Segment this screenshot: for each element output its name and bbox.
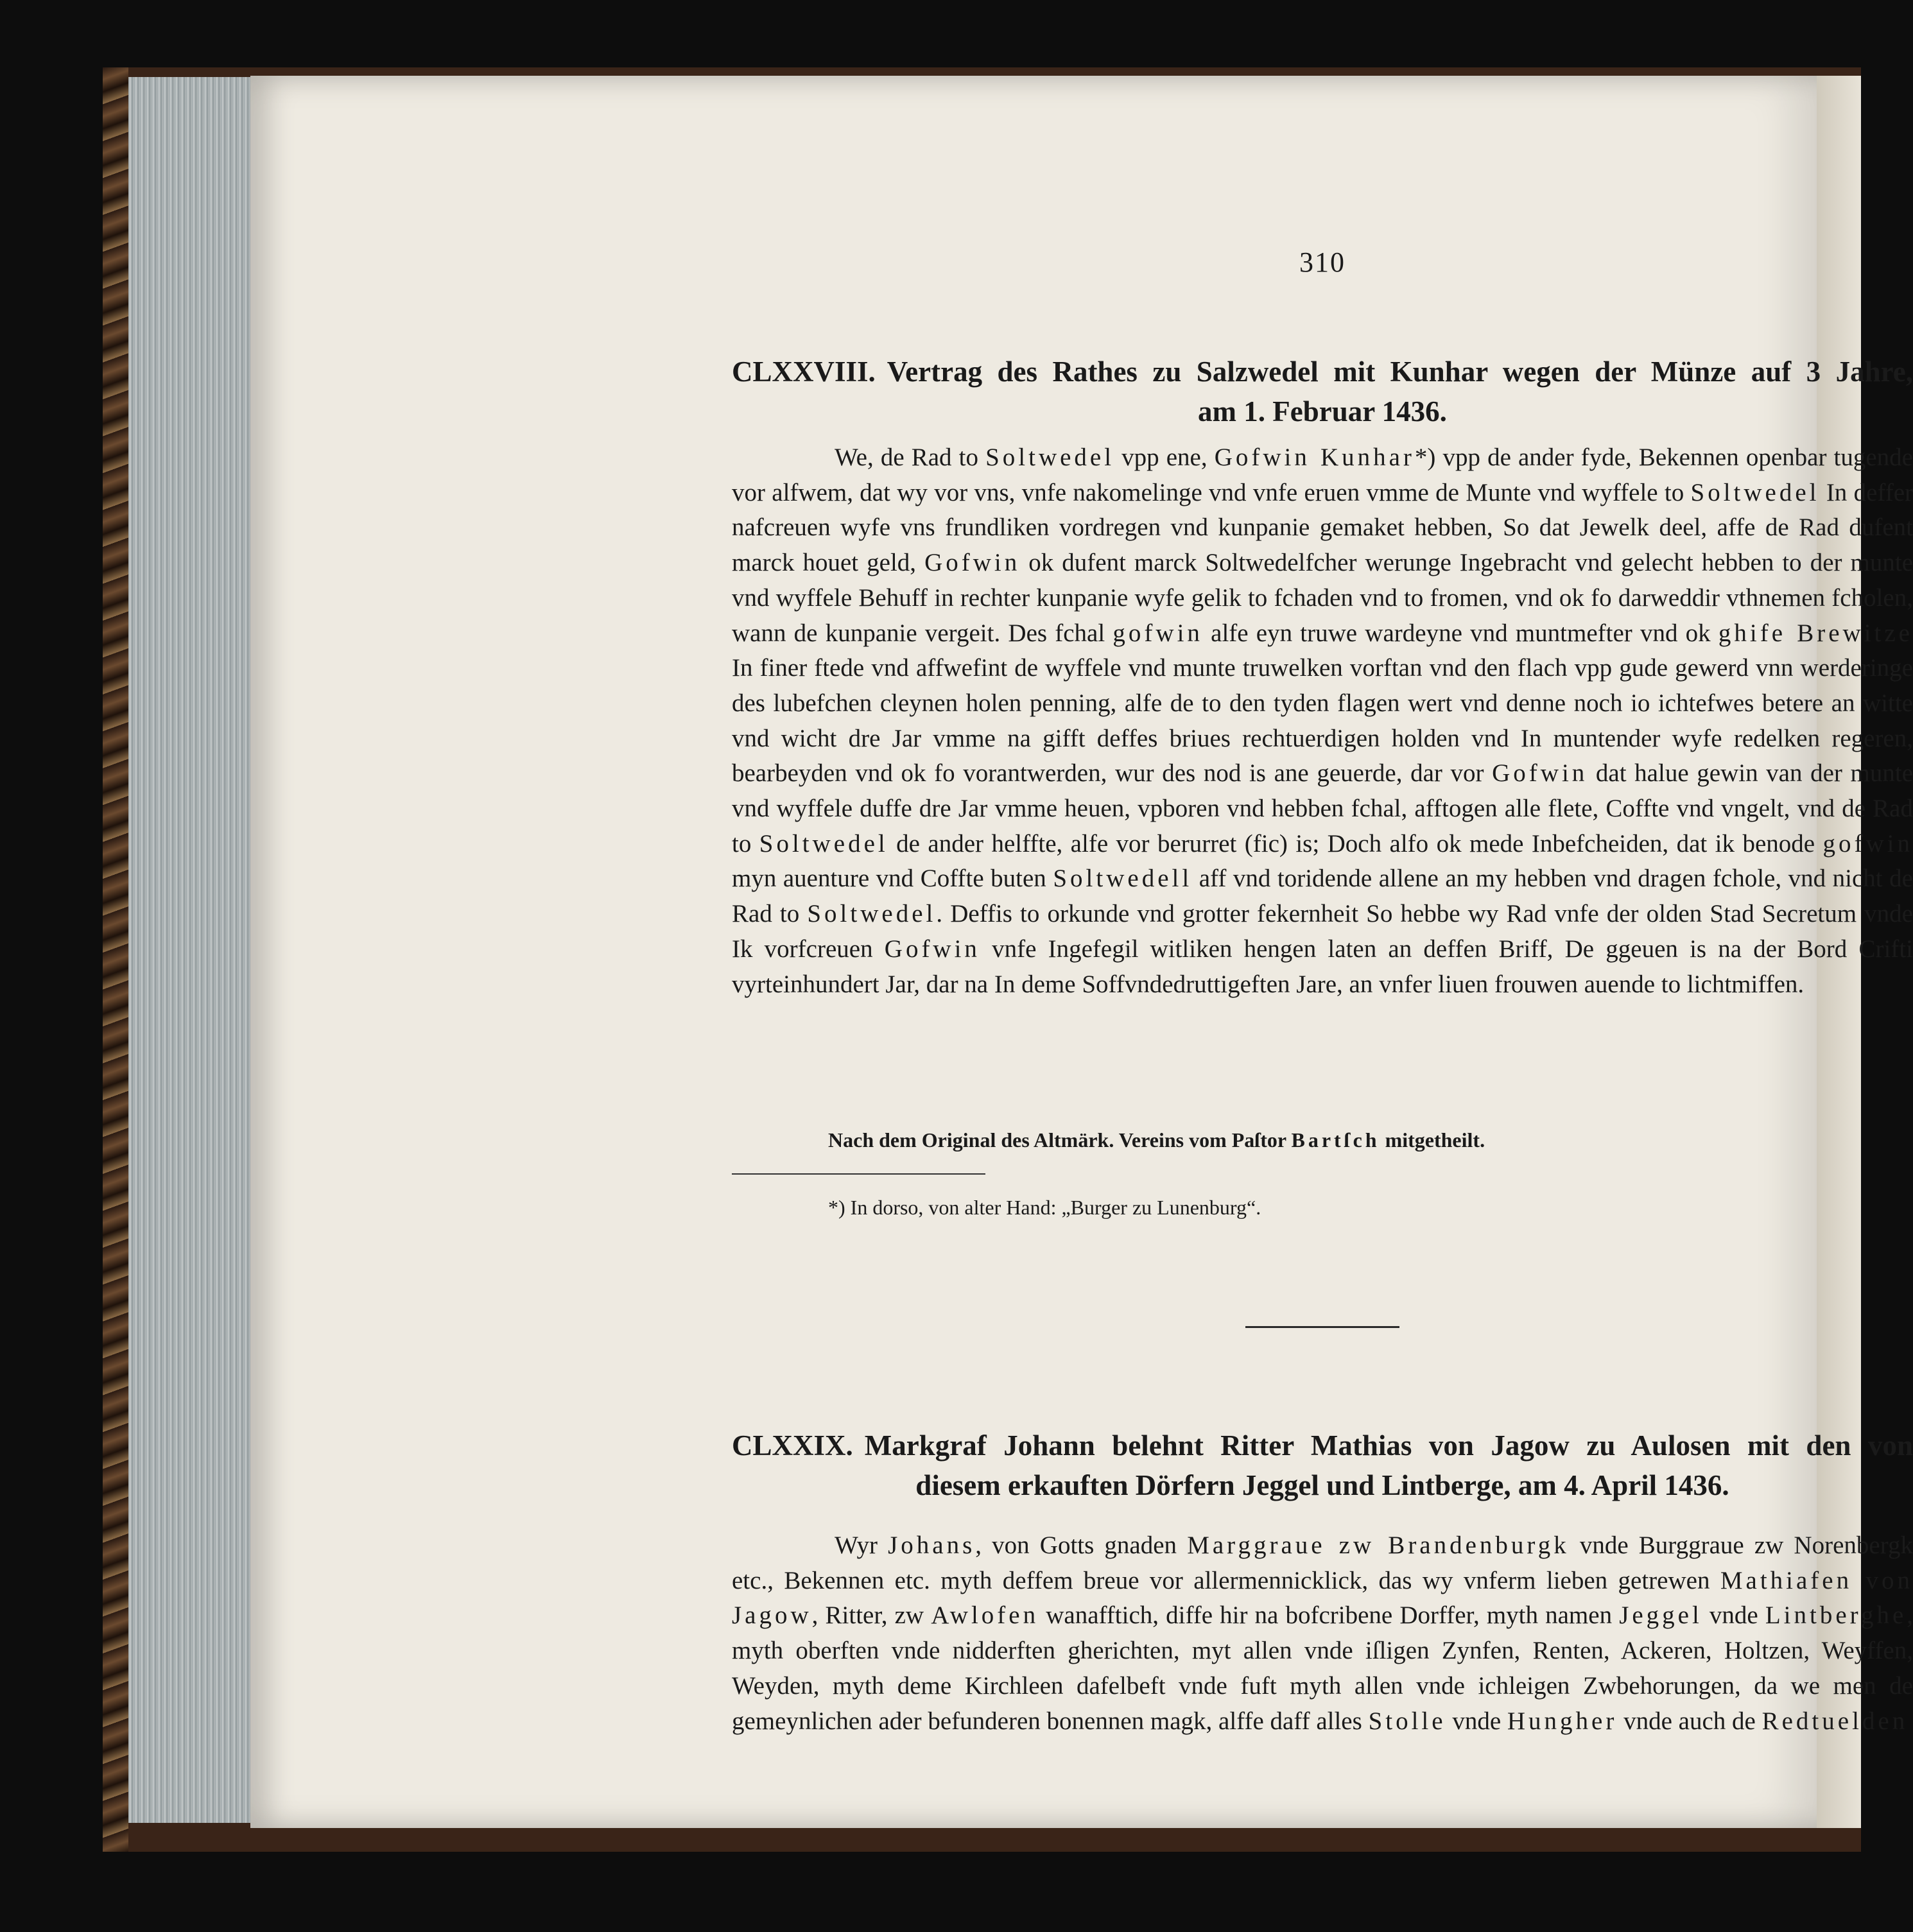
title-name: Marggraue zw Brandenburgk	[1187, 1531, 1570, 1559]
text-run: vpp ene,	[1114, 444, 1215, 471]
book-page	[250, 76, 1913, 1828]
text-run: de ander helffte, alfe vor berurret (fic) is; Doch alfo ok mede Inbefcheiden, dat ik benode	[888, 829, 1823, 858]
heading-line-1	[732, 352, 1913, 392]
document-heading-clxxviii	[732, 352, 1913, 431]
text-run: Wyr	[835, 1531, 888, 1559]
page-number: 310	[1299, 246, 1346, 278]
heading-title: Markgraf Johann belehnt Ritter Mathias von Jagow zu Aulosen mit den von	[864, 1429, 1913, 1462]
person-name: Redtuelden	[1762, 1707, 1909, 1735]
heading-line-2: diesem erkauften Dörfern Jeggel und Lintberge, am 4. April 1436.	[915, 1469, 1729, 1501]
text-run: vnde Burggraue zw Norenbergk etc., Bekennen etc. myth deffem breue vor allermennicklick, das wy vnferm lieben getrewen	[732, 1531, 1913, 1594]
person-name: ghife Brewitze	[1718, 619, 1913, 647]
text-run: . Deffis to orkunde vnd grotter fekernheit So hebbe wy Rad vnfe der olden Stad Secretum vnde Ik vorfcreuen	[732, 900, 1913, 963]
section-separator	[1245, 1326, 1399, 1328]
text-run: vnde	[1446, 1707, 1507, 1735]
text-run: vnde auch de	[1617, 1707, 1762, 1735]
source-text: Nach dem Original des Altmärk. Vereins vom Paſtor	[828, 1128, 1292, 1151]
place-name: Jeggel	[1619, 1601, 1702, 1630]
person-name: Mathiafen von Jagow	[732, 1566, 1913, 1630]
place-name: Soltwedel	[1690, 478, 1820, 506]
source-text: mitgetheilt.	[1380, 1128, 1485, 1151]
document-text-clxxix	[732, 1528, 1913, 1739]
text-run: aff vnd toridende allene an my hebben vnd dragen fchole, vnd nicht de Rad to	[732, 865, 1913, 928]
text-run: dat halue gewin van der munte vnd wyffele duffe dre Jar vmme heuen, vpboren vnd hebben fchal, afftogen alle flete, Coffte vnd vngelt, vnd de Rad to	[732, 759, 1913, 858]
person-name: Gofwin	[1492, 759, 1588, 788]
person-name: gofwin	[1112, 619, 1203, 647]
text-run: In finer ftede vnd affwefint de wyffele vnd munte truwelken vorftan vnd den flach vpp gude gewerd vnn werderinge des lubefchen cleynen holen penning, alfe de to den tyden flagen wert vnd denne noch io ichtefwes betere an witte vnd wicht dre Jar vmme na gifft deffes briues rechtuerdigen holden vnd In muntender wyfe redelken regeren, bearbeyden vnd ok fo vorantwerden, wur des nod is ane geuerde, dar vor	[732, 654, 1913, 788]
person-name: Gofwin	[924, 549, 1021, 577]
source-person: Bartſch	[1291, 1128, 1380, 1151]
person-name: Stolle	[1368, 1707, 1446, 1735]
text-run: vnfe Ingefegil witliken hengen laten an deffen Briff, De ggeuen is na der Bord Crifti vyrteinhundert Jar, dar na In deme Soffvndedruttigeften Jare, an vnfer liuen frouwen auende to lichtmiffen.	[732, 935, 1913, 998]
person-name: gofwin	[1822, 829, 1913, 858]
footnote-rule	[732, 1173, 985, 1175]
place-name: Soltwedel	[759, 829, 888, 858]
place-name: Soltwedell	[1053, 865, 1193, 893]
text-run: *) vpp de ander fyde, Bekennen openbar tugende vor alfwem, dat wy vor vns, vnfe nakomelinge vnd vnfe eruen vmme de Munte vnd wyffele to	[732, 444, 1913, 506]
heading-line-1	[732, 1426, 1913, 1465]
heading-line-2: am 1. Februar 1436.	[1198, 395, 1447, 427]
text-run: We, de Rad to	[835, 444, 986, 471]
heading-title: Vertrag des Rathes zu Salzwedel mit Kunhar wegen der Münze auf 3 Jahre,	[887, 356, 1913, 388]
document-number: CLXXVIII.	[732, 356, 876, 388]
person-name: Johans	[888, 1531, 976, 1559]
place-name: Awlofen	[931, 1601, 1039, 1630]
text-run: wanafftich, diffe hir na bofcribene Dorffer, myth namen	[1039, 1601, 1620, 1630]
source-note	[828, 1128, 1485, 1152]
person-name: Gofwin	[884, 935, 980, 963]
document-number: CLXXIX.	[732, 1429, 853, 1462]
text-run: , Ritter, zw	[811, 1601, 931, 1630]
text-run: , von Gotts gnaden	[975, 1531, 1188, 1559]
text-run: , myth oberften vnde nidderften gherichten, myt allen vnde iſligen Zynfen, Renten, Ackeren, Holtzen, Weyffen, Weyden, myth deme Kirchleen dafelbeft vnde fuft myth allen vnde ichleigen Zwbehorungen, da we men de gemeynlichen ader befunderen bonennen magk, alffe daff alles	[732, 1601, 1913, 1735]
text-run: ok dufent marck Soltwedelfcher werunge Ingebracht vnd gelecht hebben to der munte vnd wyffele Behuff in rechter kunpanie wyfe gelik to fchaden vnd to fromen, vnd ok fo darweddir vthnemen fcholen, wann de kunpanie vergeit. Des fchal	[732, 549, 1913, 647]
text-run: In deffer nafcreuen wyfe vns frundliken vordregen vnd kunpanie gemaket hebben, So dat Jewelk deel, affe de Rad dufent marck houet geld,	[732, 478, 1913, 577]
document-text-clxxviii	[732, 440, 1913, 1002]
person-name: Gofwin Kunhar	[1214, 444, 1415, 471]
person-name: Hungher	[1507, 1707, 1618, 1735]
text-run: vnde	[1702, 1601, 1765, 1630]
place-name: Soltwedel	[807, 900, 937, 928]
place-name: Lintberghe	[1765, 1601, 1907, 1630]
page-edges	[128, 77, 250, 1823]
text-run: alfe eyn truwe wardeyne vnd muntmefter vnd ok	[1202, 619, 1718, 647]
place-name: Soltwedel	[985, 444, 1115, 471]
marbled-cover-edge	[103, 67, 128, 1852]
text-run: myn auenture vnd Coffte buten	[732, 865, 1053, 893]
footnote: *) In dorso, von alter Hand: „Burger zu Lunenburg“.	[828, 1196, 1261, 1219]
document-heading-clxxix	[732, 1426, 1913, 1505]
